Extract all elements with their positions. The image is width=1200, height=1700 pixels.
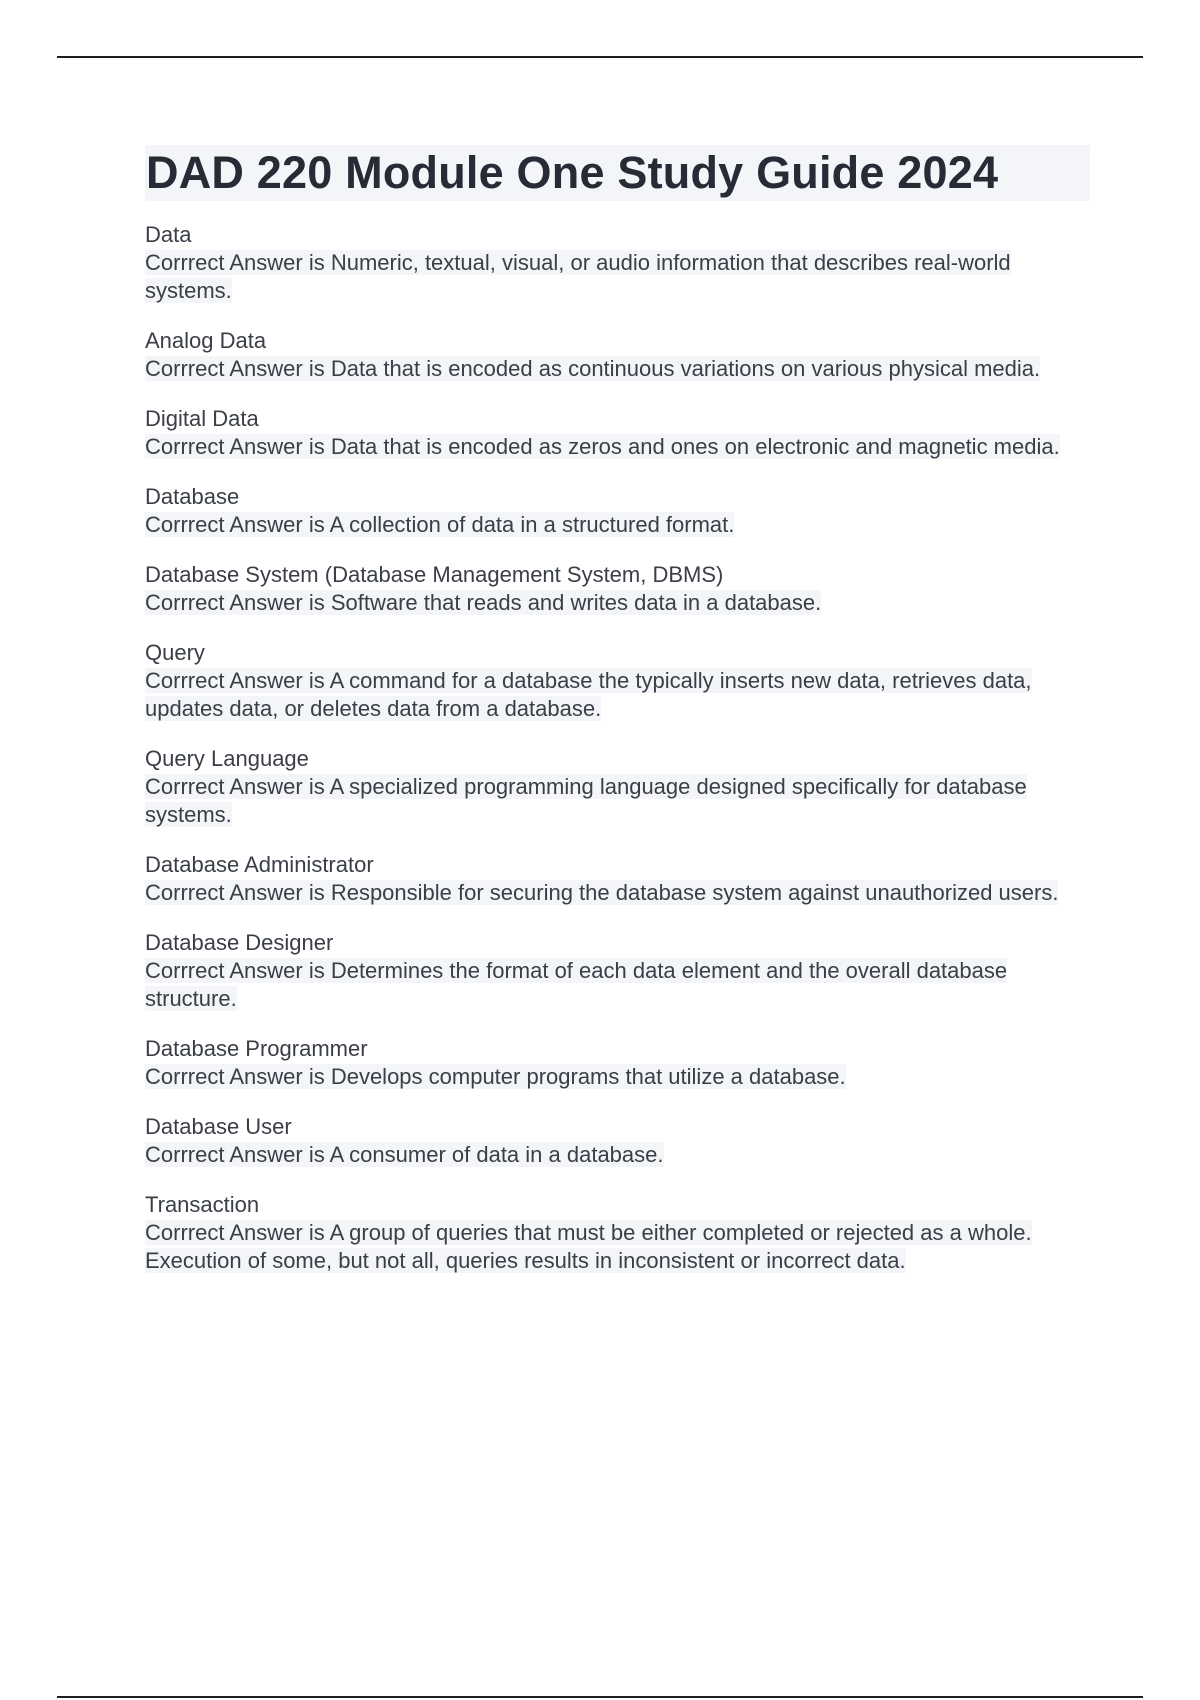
entry-answer-text: Corrrect Answer is A collection of data in a structured format. (145, 512, 735, 537)
glossary-entry (145, 221, 1090, 305)
entry-answer-text: Corrrect Answer is Software that reads and writes data in a database. (145, 590, 822, 615)
glossary-entry (145, 483, 1090, 539)
entry-term: Database User (145, 1114, 292, 1139)
glossary-entry (145, 851, 1090, 907)
entry-answer-text: Corrrect Answer is A consumer of data in a database. (145, 1142, 664, 1167)
glossary-entry (145, 1035, 1090, 1091)
entry-term: Database Programmer (145, 1036, 368, 1061)
entry-answer-text: Corrrect Answer is Data that is encoded as zeros and ones on electronic and magnetic media. (145, 434, 1060, 459)
glossary-entry (145, 327, 1090, 383)
entry-answer-text: Corrrect Answer is Numeric, textual, visual, or audio information that describes real-world systems. (145, 250, 1011, 303)
document-body (145, 145, 1090, 1297)
entry-term: Database System (Database Management System, DBMS) (145, 562, 724, 587)
entry-term: Database (145, 484, 240, 509)
glossary-entry (145, 929, 1090, 1013)
glossary-entry (145, 745, 1090, 829)
entry-answer (145, 1141, 1090, 1169)
entry-answer (145, 355, 1090, 383)
entry-answer (145, 249, 1090, 305)
entry-answer (145, 957, 1090, 1013)
entry-term: Database Designer (145, 930, 334, 955)
entry-answer-text: Corrrect Answer is Responsible for securing the database system against unauthorized users. (145, 880, 1059, 905)
entry-term: Digital Data (145, 406, 259, 431)
entry-answer-text: Corrrect Answer is Develops computer programs that utilize a database. (145, 1064, 846, 1089)
entry-answer (145, 433, 1090, 461)
bottom-divider (57, 1696, 1143, 1698)
glossary-entry (145, 1191, 1090, 1275)
glossary-entry (145, 561, 1090, 617)
entry-term: Query Language (145, 746, 309, 771)
entry-term: Query (145, 640, 205, 665)
entry-answer (145, 667, 1090, 723)
entry-answer-text: Corrrect Answer is A command for a database the typically inserts new data, retrieves data, updates data, or deletes data from a database. (145, 668, 1032, 721)
entry-term: Transaction (145, 1192, 260, 1217)
glossary-entry (145, 405, 1090, 461)
entry-term: Data (145, 222, 192, 247)
entry-term: Database Administrator (145, 852, 374, 877)
glossary-entry (145, 1113, 1090, 1169)
entry-answer-text: Corrrect Answer is A group of queries that must be either completed or rejected as a whole. Execution of some, but not all, queries results in inconsistent or incorrect data. (145, 1220, 1032, 1273)
entry-answer (145, 879, 1090, 907)
entry-answer (145, 1219, 1090, 1275)
entry-answer (145, 511, 1090, 539)
entry-answer (145, 589, 1090, 617)
entry-answer (145, 1063, 1090, 1091)
entry-answer-text: Corrrect Answer is A specialized programming language designed specifically for database systems. (145, 774, 1027, 827)
glossary-entry (145, 639, 1090, 723)
entry-answer-text: Corrrect Answer is Determines the format of each data element and the overall database structure. (145, 958, 1008, 1011)
top-divider (57, 56, 1143, 58)
entry-answer (145, 773, 1090, 829)
entry-answer-text: Corrrect Answer is Data that is encoded as continuous variations on various physical media. (145, 356, 1041, 381)
page-title: DAD 220 Module One Study Guide 2024 (145, 145, 1090, 201)
entry-term: Analog Data (145, 328, 267, 353)
